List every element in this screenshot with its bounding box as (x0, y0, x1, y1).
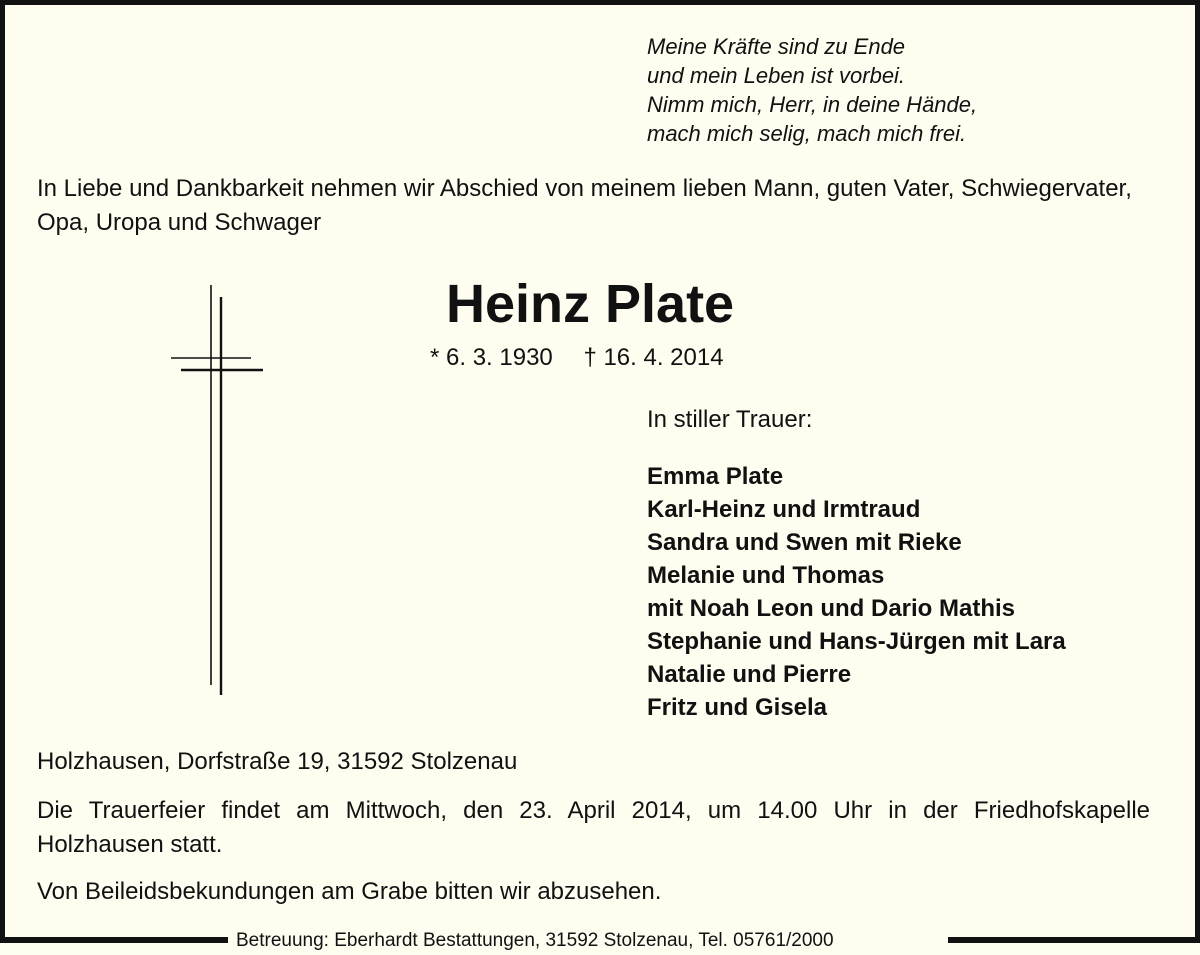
verse-line: Nimm mich, Herr, in deine Hände, (647, 92, 978, 117)
mourning-heading: In stiller Trauer: (647, 406, 813, 433)
mourner-name: Melanie und Thomas (647, 562, 885, 589)
birth-date: * 6. 3. 1930 (430, 344, 553, 371)
verse-line: Meine Kräfte sind zu Ende (647, 34, 906, 59)
ceremony-info: Die Trauerfeier findet am Mittwoch, den 23. April 2014, um 14.00 Uhr in der Friedhofskapelle Holzhausen statt. (37, 797, 1150, 858)
mourner-name: mit Noah Leon und Dario Mathis (647, 595, 1016, 622)
death-date: † 16. 4. 2014 (583, 344, 724, 371)
bottom-rule-left (0, 937, 228, 943)
condolence-note: Von Beileidsbekundungen am Grabe bitten wir abzusehen. (37, 878, 662, 905)
mourner-name: Fritz und Gisela (647, 694, 828, 721)
address: Holzhausen, Dorfstraße 19, 31592 Stolzenau (37, 748, 518, 775)
mourner-name: Stephanie und Hans-Jürgen mit Lara (647, 628, 1066, 655)
mourner-name: Sandra und Swen mit Rieke (647, 529, 962, 556)
verse (647, 32, 977, 148)
mourner-name: Natalie und Pierre (647, 661, 852, 688)
mourner-list (647, 460, 1066, 724)
verse-line: und mein Leben ist vorbei. (647, 63, 906, 88)
bottom-rule-right (948, 937, 1200, 943)
deceased-name: Heinz Plate (446, 274, 735, 334)
intro-text: In Liebe und Dankbarkeit nehmen wir Abschied von meinem lieben Mann, guten Vater, Schwiegervater, Opa, Uropa und Schwager (37, 175, 1132, 236)
life-dates (430, 340, 724, 376)
cross-icon (165, 283, 265, 698)
mourner-name: Karl-Heinz und Irmtraud (647, 496, 921, 523)
funeral-home-footer: Betreuung: Eberhardt Bestattungen, 31592 Stolzenau, Tel. 05761/2000 (236, 930, 834, 951)
verse-line: mach mich selig, mach mich frei. (647, 121, 967, 146)
mourner-name: Emma Plate (647, 463, 784, 490)
